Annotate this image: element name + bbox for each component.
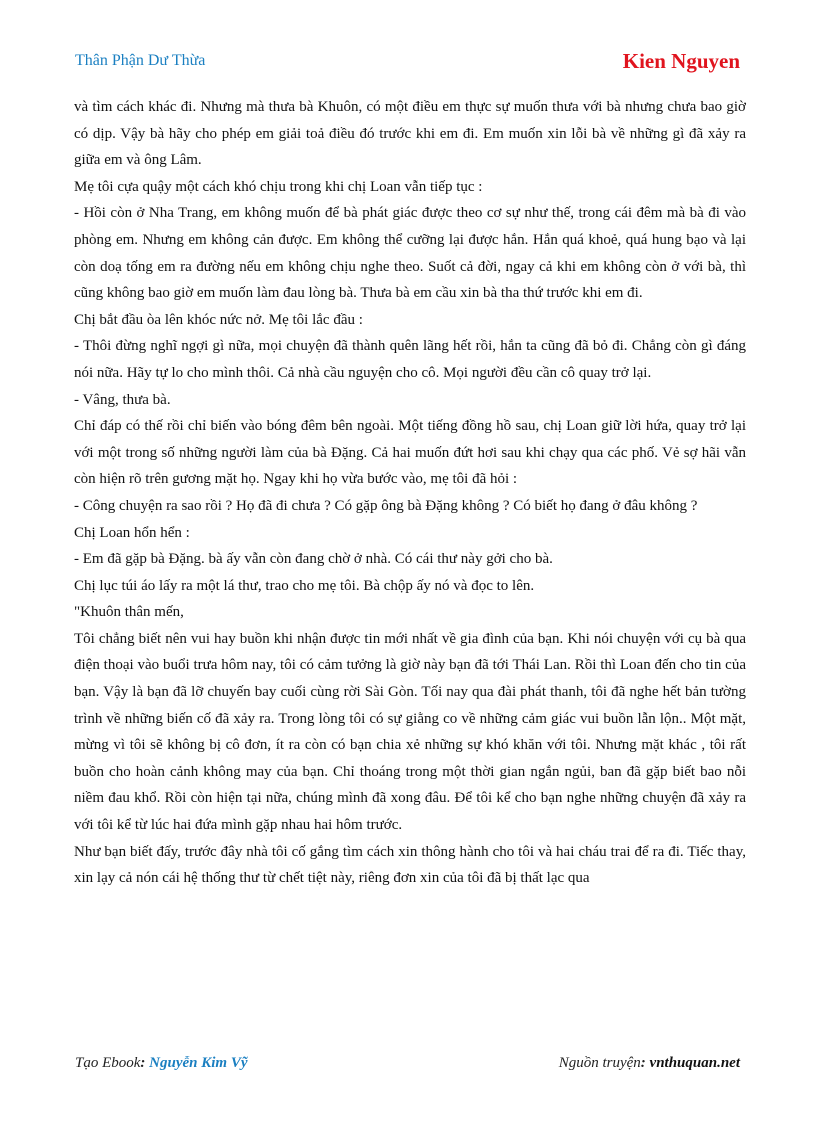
ebook-creator: Nguyễn Kim Vỹ (149, 1055, 248, 1071)
paragraph: - Vâng, thưa bà. (74, 391, 171, 408)
paragraph: Như bạn biết đấy, trước đây nhà tôi cố gắng tìm cách xin thông hành cho tôi và hai cháu trai để ra đi. Tiếc thay, xin lạy cả nón cái hệ thống thư từ chết tiệt này, riêng đơn xin của tôi đã bị thất lạc qua (74, 843, 746, 887)
paragraph: - Công chuyện ra sao rồi ? Họ đã đi chưa ? Có gặp ông bà Đặng không ? Có biết họ đang ở đâu không ? (74, 497, 698, 514)
colon-separator: : (640, 1055, 650, 1071)
paragraph: và tìm cách khác đi. Nhưng mà thưa bà Khuôn, có một điều em thực sự muốn thưa với bà nhưng chưa bao giờ có dịp. Vậy bà hãy cho phép em giải toả điều đó trước khi em đi. Em muốn xin lỗi bà về những gì đã xảy ra giữa em và ông Lâm. (74, 99, 746, 169)
paragraph: Chỉ đáp có thế rồi chỉ biến vào bóng đêm bên ngoài. Một tiếng đồng hồ sau, chị Loan giữ lời hứa, quay trở lại với một trong số những người làm của bà Đặng. Cả hai muốn đứt hơi sau khi chạy qua các phố. Vẻ sợ hãi vẫn còn hiện rõ trên gương mặt họ. Ngay khi họ vừa bước vào, mẹ tôi đã hỏi : (74, 418, 746, 488)
source-site-link[interactable]: vnthuquan.net (649, 1055, 740, 1071)
source-label: Nguồn truyện (558, 1055, 641, 1071)
paragraph: Chị lục túi áo lấy ra một lá thư, trao cho mẹ tôi. Bà chộp ấy nó và đọc to lên. (74, 577, 535, 594)
source-credit (559, 1055, 740, 1072)
paragraph: - Em đã gặp bà Đặng. bà ấy vẫn còn đang chờ ở nhà. Có cái thư này gởi cho bà. (74, 551, 553, 568)
ebook-credit (75, 1055, 248, 1072)
paragraph: - Thôi đừng nghĩ ngợi gì nữa, mọi chuyện đã thành quên lãng hết rồi, hắn ta cũng đã bỏ đi. Chẳng còn gì đáng nói nữa. Hãy tự lo cho mình thôi. Cả nhà cầu nguyện cho cô. Mọi người đều cần cô quay trở lại. (74, 338, 746, 381)
book-title: Thân Phận Dư Thừa (75, 52, 206, 69)
paragraph: Mẹ tôi cựa quậy một cách khó chịu trong khi chị Loan vẫn tiếp tục : (74, 178, 483, 195)
ebook-label: Tạo Ebook (75, 1055, 141, 1071)
paragraph: "Khuôn thân mến, (74, 604, 184, 621)
paragraph: Tôi chẳng biết nên vui hay buồn khi nhận được tin mới nhất về gia đình của bạn. Khi nói chuyện với cụ bà qua điện thoại vào buổi trưa hôm nay, tôi có cảm tưởng là giờ này bạn đã tới Thái Lan. Rồi thì Loan đến cho tin của bạn. Vậy là bạn đã lỡ chuyến bay cuối cùng rời Sài Gòn. Tối nay qua đài phát thanh, tôi đã nghe hết bản tường trình về những biến cố đã xảy ra. Trong lòng tôi có sự giằng co về những cảm giác vui buồn lẫn lộn.. Một mặt, mừng vì tôi sẽ không bị cô đơn, ít ra còn có bạn chia xẻ những sự khó khăn với tôi. Nhưng mặt khác , tôi rất buồn cho hoàn cảnh không may của bạn. Chỉ thoáng trong một thời gian ngắn ngủi, ban đã gặp biết bao nỗi niềm đau khổ. Rồi còn hiện tại nữa, chúng mình đã xong đâu. Để tôi kể cho bạn nghe những chuyện đã xảy ra với tôi kể từ lúc hai đứa mình gặp nhau hai hôm trước. (74, 630, 746, 834)
colon-separator: : (140, 1055, 150, 1071)
paragraph: Chị bắt đầu òa lên khóc nức nở. Mẹ tôi lắc đầu : (74, 311, 363, 328)
paragraph: Chị Loan hổn hển : (74, 524, 190, 541)
author-name: Kien Nguyen (622, 49, 740, 73)
body-text (74, 94, 746, 892)
paragraph: - Hồi còn ở Nha Trang, em không muốn để bà phát giác được theo cơ sự như thế, trong cái đêm mà bà đi vào phòng em. Nhưng em không cản được. Em không thể cưỡng lại được hắn. Hắn quá khoẻ, quá hung bạo và lại còn doạ tống em ra đường nếu em không chịu nghe theo. Suốt cả đời, ngay cả khi em không còn ở với bà, thì cũng không bao giờ em muốn làm đau lòng bà. Thưa bà em cầu xin bà tha thứ trước khi em đi. (74, 205, 746, 302)
